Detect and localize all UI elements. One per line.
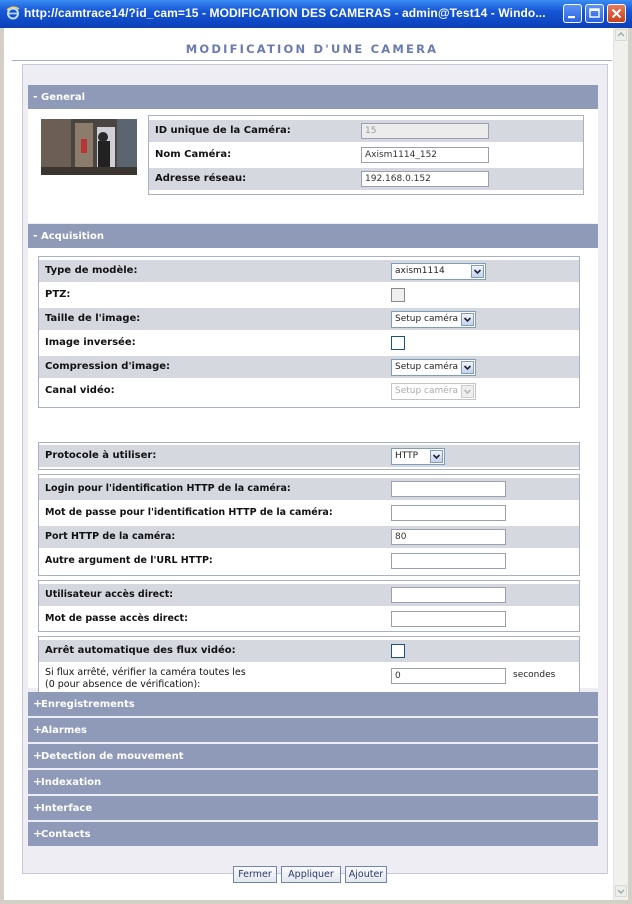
section-title: Alarmes <box>41 725 88 736</box>
maximize-button[interactable] <box>585 4 604 23</box>
chevron-down-icon <box>461 385 474 398</box>
direct-user-label: Utilisateur accès direct: <box>45 589 174 600</box>
section-body-general <box>28 109 598 223</box>
check-interval-label-line2: (0 pour absence de vérification): <box>45 679 201 690</box>
row-camera-id <box>149 120 583 142</box>
camera-id-label: ID unique de la Caméra: <box>155 125 291 136</box>
minimize-icon <box>564 5 581 22</box>
row-http-port <box>39 526 579 548</box>
row-camera-name <box>149 144 583 166</box>
expand-icon: + <box>33 697 43 710</box>
http-password-field[interactable] <box>391 505 506 521</box>
expand-icon: + <box>33 827 43 840</box>
compression-value: Setup caméra <box>395 362 459 372</box>
protocol-label: Protocole à utiliser: <box>45 450 157 461</box>
section-title: Indexation <box>41 777 102 788</box>
http-port-label: Port HTTP de la caméra: <box>45 531 176 542</box>
image-size-value: Setup caméra <box>395 314 459 324</box>
page-content <box>4 28 628 900</box>
http-url-arg-label: Autre argument de l'URL HTTP: <box>45 555 213 566</box>
scroll-up-button[interactable] <box>615 29 627 41</box>
section-body-acquisition <box>28 248 598 688</box>
http-login-label: Login pour l'identification HTTP de la caméra: <box>45 483 291 494</box>
image-inverted-checkbox[interactable] <box>391 336 405 350</box>
model-type-label: Type de modèle: <box>45 265 138 276</box>
row-auto-stop <box>39 640 579 662</box>
window-titlebar <box>0 0 632 28</box>
section-header-indexation[interactable] <box>28 770 598 794</box>
image-inverted-label: Image inversée: <box>45 337 136 348</box>
auto-stop-checkbox[interactable] <box>391 644 405 658</box>
row-direct-user <box>39 584 579 606</box>
expand-icon: + <box>33 775 43 788</box>
add-button[interactable]: Ajouter <box>345 866 387 883</box>
video-channel-select <box>391 383 476 400</box>
camera-preview-image <box>41 119 137 175</box>
ptz-checkbox[interactable] <box>391 288 405 302</box>
window-title: http://camtrace14/?id_cam=15 - MODIFICATION DES CAMERAS - admin@Test14 - Windo... <box>24 6 546 20</box>
page-title: MODIFICATION D'UNE CAMERA <box>12 42 612 61</box>
row-direct-password <box>39 608 579 630</box>
collapse-icon: - <box>33 229 38 242</box>
scroll-down-button[interactable] <box>615 885 627 897</box>
section-title: Interface <box>41 803 93 814</box>
row-http-password <box>39 502 579 524</box>
section-title: Acquisition <box>41 231 104 242</box>
camera-name-label: Nom Caméra: <box>155 149 232 160</box>
check-interval-unit: secondes <box>513 670 556 680</box>
camera-id-field: 15 <box>361 123 489 139</box>
http-url-arg-field[interactable] <box>391 553 506 569</box>
row-check-interval <box>39 664 579 694</box>
chevron-down-icon <box>616 886 626 896</box>
section-header-alarmes[interactable] <box>28 718 598 742</box>
chevron-up-icon <box>616 30 626 40</box>
close-window-button[interactable] <box>607 4 626 23</box>
section-header-enregistrements[interactable] <box>28 692 598 716</box>
section-header-contacts[interactable] <box>28 822 598 846</box>
section-title: Enregistrements <box>41 699 135 710</box>
section-header-interface[interactable] <box>28 796 598 820</box>
chevron-down-icon <box>471 265 484 278</box>
row-model-type <box>39 260 579 282</box>
protocol-box <box>38 442 580 470</box>
section-header-general[interactable] <box>28 85 598 109</box>
image-size-select[interactable] <box>391 311 476 328</box>
chevron-down-icon <box>461 313 474 326</box>
section-header-detection[interactable] <box>28 744 598 768</box>
video-channel-value: Setup caméra <box>395 386 459 396</box>
ptz-label: PTZ: <box>45 289 71 300</box>
row-image-inverted <box>39 332 579 354</box>
section-title: General <box>41 92 85 103</box>
direct-password-label: Mot de passe accès direct: <box>45 613 188 624</box>
close-button[interactable]: Fermer <box>233 866 277 883</box>
row-http-url-arg <box>39 550 579 572</box>
section-title: Detection de mouvement <box>41 751 184 762</box>
expand-icon: + <box>33 723 43 736</box>
camera-name-field[interactable]: Axism1114_152 <box>361 147 489 163</box>
row-compression <box>39 356 579 378</box>
row-image-size <box>39 308 579 330</box>
row-video-channel <box>39 380 579 402</box>
expand-icon: + <box>33 749 43 762</box>
direct-user-field[interactable] <box>391 587 506 603</box>
compression-select[interactable] <box>391 359 476 376</box>
image-size-label: Taille de l'image: <box>45 313 141 324</box>
direct-access-box <box>38 580 580 632</box>
http-password-label: Mot de passe pour l'identification HTTP de la caméra: <box>45 507 333 518</box>
row-network-address <box>149 168 583 190</box>
compression-label: Compression d'image: <box>45 361 171 372</box>
section-title: Contacts <box>41 829 91 840</box>
direct-password-field[interactable] <box>391 611 506 627</box>
minimize-button[interactable] <box>563 4 582 23</box>
maximize-icon <box>586 5 603 22</box>
row-protocol <box>39 445 579 467</box>
section-header-acquisition[interactable] <box>28 224 598 248</box>
protocol-value: HTTP <box>395 451 419 461</box>
http-settings-box <box>38 474 580 576</box>
close-icon <box>608 5 625 22</box>
model-type-select[interactable] <box>391 263 486 280</box>
check-interval-field[interactable]: 0 <box>391 668 506 684</box>
protocol-select[interactable] <box>391 448 445 465</box>
http-port-field[interactable]: 80 <box>391 529 506 545</box>
collapse-icon: - <box>33 90 38 103</box>
http-login-field[interactable] <box>391 481 506 497</box>
auto-stop-label: Arrêt automatique des flux vidéo: <box>45 645 236 656</box>
chevron-down-icon <box>461 361 474 374</box>
general-info-box <box>148 115 584 195</box>
expand-icon: + <box>33 801 43 814</box>
auto-stop-box <box>38 636 580 696</box>
network-address-label: Adresse réseau: <box>155 173 247 184</box>
internet-explorer-icon <box>6 6 20 20</box>
vertical-scrollbar[interactable] <box>613 28 628 900</box>
model-type-value: axism1114 <box>395 266 445 276</box>
camera-thumbnail <box>41 119 137 175</box>
row-ptz <box>39 284 579 306</box>
apply-button[interactable]: Appliquer <box>281 866 341 883</box>
row-http-login <box>39 478 579 500</box>
chevron-down-icon <box>430 450 443 463</box>
network-address-field[interactable]: 192.168.0.152 <box>361 171 489 187</box>
video-channel-label: Canal vidéo: <box>45 385 115 396</box>
check-interval-label-line1: Si flux arrêté, vérifier la caméra toutes les <box>45 667 246 678</box>
model-settings-box <box>38 256 580 408</box>
